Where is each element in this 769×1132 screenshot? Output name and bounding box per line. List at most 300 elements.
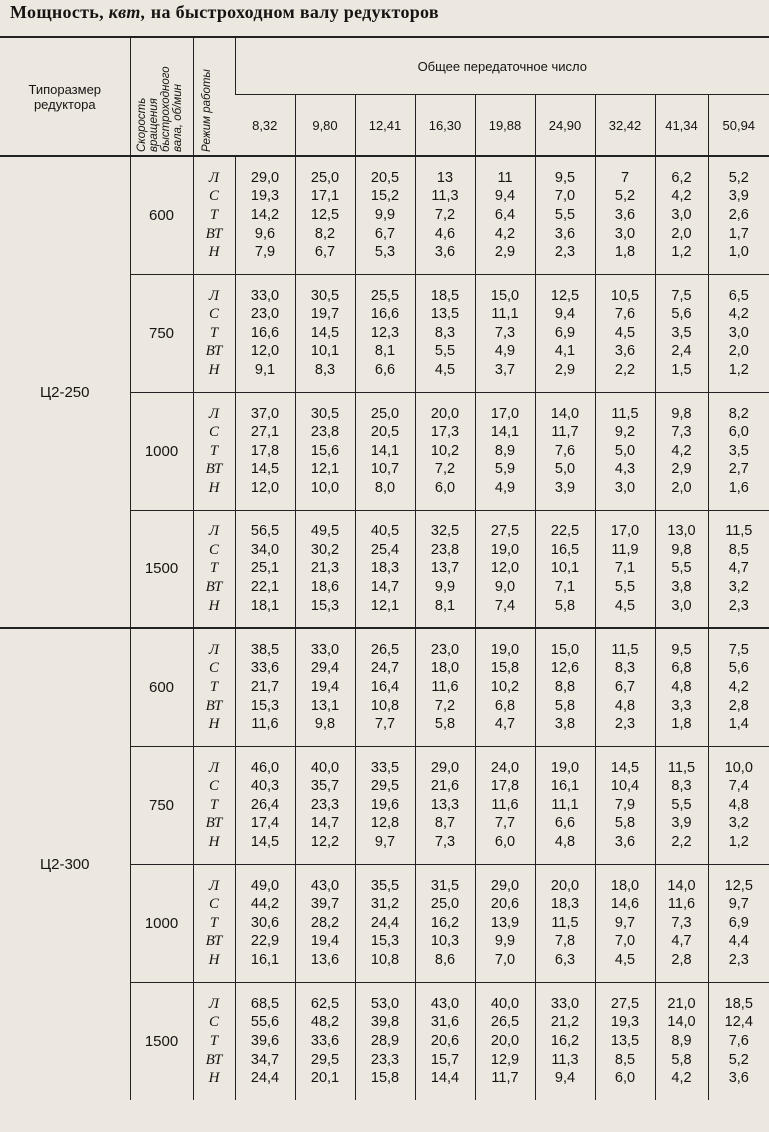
power-value: 18,1 (250, 597, 280, 614)
power-values-cell (475, 628, 535, 746)
power-value: 17,0 (610, 523, 640, 540)
power-value: 6,0 (614, 1070, 636, 1087)
power-value: 7,9 (254, 244, 276, 261)
power-value: 48,2 (310, 1014, 340, 1031)
power-value: 12,5 (550, 287, 580, 304)
power-value: 2,8 (728, 697, 749, 714)
power-value: 23,3 (310, 796, 340, 813)
power-value: 6,8 (671, 660, 692, 677)
power-value: 8,5 (614, 1051, 636, 1068)
power-value: 2,2 (671, 833, 692, 850)
power-value: 24,4 (370, 914, 400, 931)
power-value: 14,5 (310, 324, 340, 341)
power-values-cell (415, 864, 475, 982)
power-value: 19,4 (310, 933, 340, 950)
power-values-cell (415, 628, 475, 746)
power-value: 27,5 (610, 995, 640, 1012)
mode-label: Н (208, 479, 220, 496)
table-header (0, 37, 769, 156)
power-value: 18,6 (310, 579, 340, 596)
power-values-cell (295, 392, 355, 510)
power-value: 21,2 (550, 1014, 580, 1031)
power-value: 2,9 (554, 361, 576, 378)
power-value: 3,6 (614, 206, 636, 223)
power-value: 30,5 (310, 287, 340, 304)
power-value: 27,1 (250, 424, 280, 441)
power-value: 5,5 (554, 206, 576, 223)
power-value: 7,3 (494, 324, 516, 341)
power-value: 5,0 (554, 461, 576, 478)
power-value: 29,5 (370, 778, 400, 795)
power-value: 18,3 (370, 560, 400, 577)
speed-value: 1000 (130, 864, 193, 982)
power-values-cell (235, 156, 295, 274)
mode-label: Т (209, 442, 219, 459)
power-value: 9,5 (554, 169, 576, 186)
power-value: 11,6 (251, 716, 279, 733)
mode-list (193, 510, 235, 628)
power-value: 11,9 (611, 541, 639, 558)
mode-label: Н (208, 597, 220, 614)
power-value: 5,3 (374, 244, 396, 261)
power-value: 2,7 (728, 461, 749, 478)
power-value: 10,3 (430, 933, 460, 950)
speed-value: 1500 (130, 510, 193, 628)
power-value: 12,9 (490, 1051, 520, 1068)
power-value: 5,5 (671, 560, 692, 577)
power-value: 62,5 (310, 995, 340, 1012)
power-value: 8,5 (728, 541, 749, 558)
power-value: 5,2 (728, 169, 749, 186)
power-value: 6,4 (494, 206, 516, 223)
power-value: 13,0 (667, 523, 696, 540)
power-value: 9,0 (494, 579, 516, 596)
power-value: 12,0 (490, 560, 520, 577)
power-value: 11,3 (431, 188, 459, 205)
power-value: 11,5 (611, 405, 639, 422)
power-value: 8,3 (671, 778, 692, 795)
power-value: 18,0 (430, 660, 460, 677)
speed-column-header: Скорость вращения быстроходного вала, об/мин (130, 37, 193, 156)
power-value: 28,9 (370, 1032, 400, 1049)
power-values-cell (295, 510, 355, 628)
power-value: 11,1 (491, 306, 519, 323)
mode-label: С (208, 541, 219, 558)
power-value: 30,6 (250, 914, 280, 931)
power-value: 10,8 (370, 697, 400, 714)
power-value: 31,2 (370, 896, 400, 913)
power-value: 7,5 (728, 641, 749, 658)
power-value: 4,5 (614, 597, 636, 614)
power-values-cell (415, 746, 475, 864)
power-value: 9,7 (728, 896, 749, 913)
power-value: 3,6 (434, 244, 456, 261)
mode-label: С (208, 660, 219, 677)
power-value: 14,5 (250, 461, 280, 478)
power-value: 8,0 (374, 479, 396, 496)
power-value: 10,0 (724, 759, 753, 776)
mode-label: С (208, 424, 219, 441)
power-value: 13 (436, 169, 454, 186)
power-value: 13,1 (310, 697, 340, 714)
mode-label: ВТ (205, 461, 223, 478)
power-values-cell (535, 392, 595, 510)
mode-label: Л (208, 995, 220, 1012)
power-value: 8,2 (314, 225, 336, 242)
power-value: 9,5 (671, 641, 692, 658)
power-value: 15,0 (490, 287, 520, 304)
power-values-cell (535, 982, 595, 1100)
power-value: 6,8 (494, 697, 516, 714)
power-value: 12,8 (370, 815, 400, 832)
ratio-header: 16,30 (415, 95, 475, 157)
power-values-cell (535, 746, 595, 864)
power-value: 6,9 (728, 914, 749, 931)
power-value: 3,8 (671, 579, 692, 596)
power-value: 30,2 (310, 541, 340, 558)
power-value: 12,1 (370, 597, 400, 614)
power-value: 14,4 (430, 1070, 460, 1087)
power-value: 26,5 (370, 641, 400, 658)
power-value: 7,4 (728, 778, 749, 795)
power-value: 39,8 (370, 1014, 400, 1031)
power-value: 21,3 (310, 560, 340, 577)
power-value: 24,4 (250, 1070, 280, 1087)
power-value: 7,1 (554, 579, 576, 596)
power-value: 5,9 (494, 461, 516, 478)
power-value: 5,5 (671, 796, 692, 813)
power-value: 10,1 (550, 560, 580, 577)
power-values-cell (355, 864, 415, 982)
mode-label: Н (208, 833, 220, 850)
power-value: 3,6 (614, 833, 636, 850)
power-value: 12,4 (724, 1014, 753, 1031)
power-value: 10,4 (610, 778, 640, 795)
power-value: 31,6 (430, 1014, 460, 1031)
power-value: 1,6 (728, 479, 749, 496)
power-value: 7,1 (614, 560, 636, 577)
power-value: 4,8 (671, 678, 692, 695)
power-value: 15,2 (370, 188, 400, 205)
power-value: 20,1 (310, 1070, 340, 1087)
power-value: 16,5 (550, 541, 580, 558)
power-values-cell (475, 274, 535, 392)
power-value: 1,0 (728, 244, 749, 261)
mode-column-header: Режим работы (193, 37, 235, 156)
power-value: 7,6 (728, 1032, 749, 1049)
power-value: 44,2 (250, 896, 280, 913)
power-value: 17,3 (430, 424, 460, 441)
mode-label: Т (209, 796, 219, 813)
power-values-cell (415, 156, 475, 274)
power-value: 7,9 (614, 796, 636, 813)
power-value: 5,5 (614, 579, 636, 596)
power-value: 12,6 (550, 660, 580, 677)
power-value: 8,3 (434, 324, 456, 341)
mode-list (193, 982, 235, 1100)
power-value: 13,7 (430, 560, 460, 577)
title-suffix: на быстроходном валу редукторов (146, 2, 439, 22)
mode-label: Т (209, 914, 219, 931)
power-value: 14,7 (310, 815, 340, 832)
power-value: 40,0 (490, 995, 520, 1012)
power-values-cell (235, 510, 295, 628)
power-values-cell (535, 510, 595, 628)
mode-label: ВТ (205, 1051, 223, 1068)
power-value: 3,6 (614, 343, 636, 360)
power-values-cell (295, 628, 355, 746)
power-values-cell (415, 392, 475, 510)
power-value: 3,6 (554, 225, 576, 242)
mode-list (193, 628, 235, 746)
power-value: 1,4 (728, 716, 749, 733)
power-value: 2,8 (671, 951, 692, 968)
power-value: 8,3 (614, 660, 636, 677)
power-value: 22,9 (250, 933, 280, 950)
power-value: 13,5 (610, 1032, 640, 1049)
mode-label: Л (208, 287, 220, 304)
mode-label: ВТ (205, 225, 223, 242)
power-values-cell (595, 746, 655, 864)
power-values-cell (235, 628, 295, 746)
power-value: 8,7 (434, 815, 456, 832)
power-value: 4,6 (434, 225, 456, 242)
power-value: 8,3 (314, 361, 336, 378)
power-value: 8,6 (434, 951, 456, 968)
power-value: 15,3 (370, 933, 400, 950)
power-values-cell (655, 628, 708, 746)
speed-value: 1500 (130, 982, 193, 1100)
power-value: 6,7 (614, 678, 636, 695)
mode-label: Л (208, 759, 220, 776)
power-value: 11,1 (551, 796, 579, 813)
power-value: 1,8 (671, 716, 692, 733)
power-value: 3,0 (614, 479, 636, 496)
mode-label: Л (208, 405, 220, 422)
power-value: 20,0 (490, 1032, 520, 1049)
power-value: 4,7 (671, 933, 692, 950)
mode-label: Т (209, 206, 219, 223)
power-values-cell (415, 982, 475, 1100)
power-value: 16,1 (250, 951, 280, 968)
speed-group-row (0, 628, 769, 746)
power-values-cell (655, 156, 708, 274)
power-values-cell (475, 156, 535, 274)
power-value: 15,0 (550, 641, 580, 658)
power-value: 9,9 (374, 206, 396, 223)
power-value: 9,6 (254, 225, 276, 242)
power-value: 14,0 (667, 1014, 696, 1031)
power-value: 5,8 (434, 716, 456, 733)
reducer-type: Ц2-250 (0, 156, 130, 628)
power-value: 56,5 (250, 523, 280, 540)
power-value: 40,3 (250, 778, 280, 795)
power-value: 43,0 (310, 877, 340, 894)
power-value: 5,2 (728, 1051, 749, 1068)
power-value: 4,2 (671, 1070, 692, 1087)
power-value: 29,0 (490, 877, 520, 894)
ratio-header: 8,32 (252, 117, 278, 133)
power-value: 5,6 (728, 660, 749, 677)
ratio-header: 32,42 (595, 95, 655, 157)
mode-label: Н (208, 361, 220, 378)
power-value: 35,7 (310, 778, 340, 795)
power-value: 7,0 (554, 188, 576, 205)
power-value: 14,5 (250, 833, 280, 850)
title-unit: квт, (108, 2, 146, 22)
power-value: 6,6 (374, 361, 396, 378)
power-value: 5,8 (671, 1051, 692, 1068)
power-value: 4,3 (614, 461, 636, 478)
power-value: 2,0 (671, 479, 692, 496)
power-value: 3,6 (728, 1070, 749, 1087)
power-value: 3,0 (728, 324, 749, 341)
power-table (0, 36, 769, 1100)
power-value: 40,0 (310, 759, 340, 776)
power-value: 16,6 (370, 306, 400, 323)
power-value: 4,7 (728, 560, 749, 577)
power-value: 49,0 (250, 877, 280, 894)
power-values-cell (235, 274, 295, 392)
power-value: 9,4 (554, 1070, 576, 1087)
power-value: 5,8 (614, 815, 636, 832)
mode-label: Л (208, 877, 220, 894)
power-value: 12,1 (310, 461, 340, 478)
power-value: 15,7 (430, 1051, 460, 1068)
power-value: 27,5 (490, 523, 520, 540)
power-values-cell (355, 982, 415, 1100)
power-value: 3,0 (671, 206, 692, 223)
power-values-cell (475, 746, 535, 864)
power-value: 6,9 (554, 324, 576, 341)
power-values-cell (708, 746, 769, 864)
power-value: 17,8 (250, 442, 280, 459)
power-value: 19,0 (490, 641, 520, 658)
power-value: 5,2 (614, 188, 636, 205)
power-value: 40,5 (370, 523, 400, 540)
mode-label: Н (208, 951, 220, 968)
power-value: 4,9 (494, 479, 516, 496)
power-value: 53,0 (370, 995, 400, 1012)
power-value: 5,6 (671, 306, 692, 323)
power-value: 8,1 (434, 597, 456, 614)
power-value: 6,0 (494, 833, 516, 850)
power-values-cell (655, 392, 708, 510)
power-value: 25,0 (310, 169, 340, 186)
power-value: 11,7 (491, 1070, 519, 1087)
power-value: 21,6 (430, 778, 460, 795)
power-value: 1,7 (728, 225, 749, 242)
mode-label: Л (208, 641, 220, 658)
power-value: 4,8 (728, 796, 749, 813)
power-value: 3,9 (554, 479, 576, 496)
power-value: 23,0 (250, 306, 280, 323)
power-value: 14,0 (550, 405, 580, 422)
power-value: 12,5 (310, 206, 340, 223)
power-value: 14,1 (370, 442, 400, 459)
power-values-cell (475, 982, 535, 1100)
power-value: 10,1 (310, 343, 340, 360)
power-value: 4,8 (554, 833, 576, 850)
power-value: 24,0 (490, 759, 520, 776)
power-value: 9,8 (314, 716, 336, 733)
speed-group-row (0, 156, 769, 274)
mode-label: С (208, 188, 219, 205)
page-title (10, 2, 439, 23)
power-value: 9,8 (671, 541, 692, 558)
power-value: 23,8 (310, 424, 340, 441)
power-value: 10,7 (370, 461, 400, 478)
power-value: 15,8 (490, 660, 520, 677)
ratio-header: 12,41 (355, 95, 415, 157)
power-value: 8,2 (728, 405, 749, 422)
power-value: 3,3 (671, 697, 692, 714)
power-values-cell (535, 156, 595, 274)
power-value: 15,3 (310, 597, 340, 614)
power-values-cell (475, 392, 535, 510)
mode-label: С (208, 1014, 219, 1031)
speed-value: 1000 (130, 392, 193, 510)
power-value: 2,3 (554, 244, 576, 261)
power-values-cell (355, 156, 415, 274)
power-value: 4,2 (494, 225, 516, 242)
power-value: 34,7 (250, 1051, 280, 1068)
power-value: 9,8 (671, 405, 692, 422)
power-value: 2,3 (728, 951, 749, 968)
power-value: 4,1 (554, 343, 576, 360)
power-value: 43,0 (430, 995, 460, 1012)
power-value: 6,5 (728, 287, 749, 304)
power-value: 16,1 (550, 778, 580, 795)
power-value: 5,5 (434, 343, 456, 360)
power-value: 3,0 (614, 225, 636, 242)
power-value: 4,2 (671, 188, 692, 205)
power-value: 7,7 (494, 815, 516, 832)
power-values-cell (595, 510, 655, 628)
power-values-cell (595, 864, 655, 982)
power-value: 11,5 (611, 641, 639, 658)
power-values-cell (295, 746, 355, 864)
power-value: 23,3 (370, 1051, 400, 1068)
power-value: 24,7 (370, 660, 400, 677)
power-value: 19,0 (490, 541, 520, 558)
power-value: 18,5 (430, 287, 460, 304)
power-values-cell (708, 864, 769, 982)
type-column-header: Типоразмер редуктора (0, 37, 130, 156)
power-value: 22,1 (250, 579, 280, 596)
power-values-cell (595, 392, 655, 510)
power-values-cell (295, 864, 355, 982)
power-values-cell (708, 392, 769, 510)
power-value: 17,0 (490, 405, 520, 422)
power-value: 18,3 (550, 896, 580, 913)
power-value: 2,0 (728, 343, 749, 360)
power-value: 16,6 (250, 324, 280, 341)
power-value: 9,7 (374, 833, 396, 850)
power-value: 14,5 (610, 759, 640, 776)
power-value: 8,8 (554, 678, 576, 695)
power-value: 23,0 (430, 641, 460, 658)
power-value: 6,2 (671, 169, 692, 186)
power-value: 5,8 (554, 597, 576, 614)
power-values-cell (655, 864, 708, 982)
power-value: 4,5 (614, 951, 636, 968)
power-value: 29,0 (430, 759, 460, 776)
power-value: 4,2 (728, 678, 749, 695)
power-values-cell (355, 746, 415, 864)
power-value: 7,0 (614, 933, 636, 950)
power-value: 4,4 (728, 933, 749, 950)
